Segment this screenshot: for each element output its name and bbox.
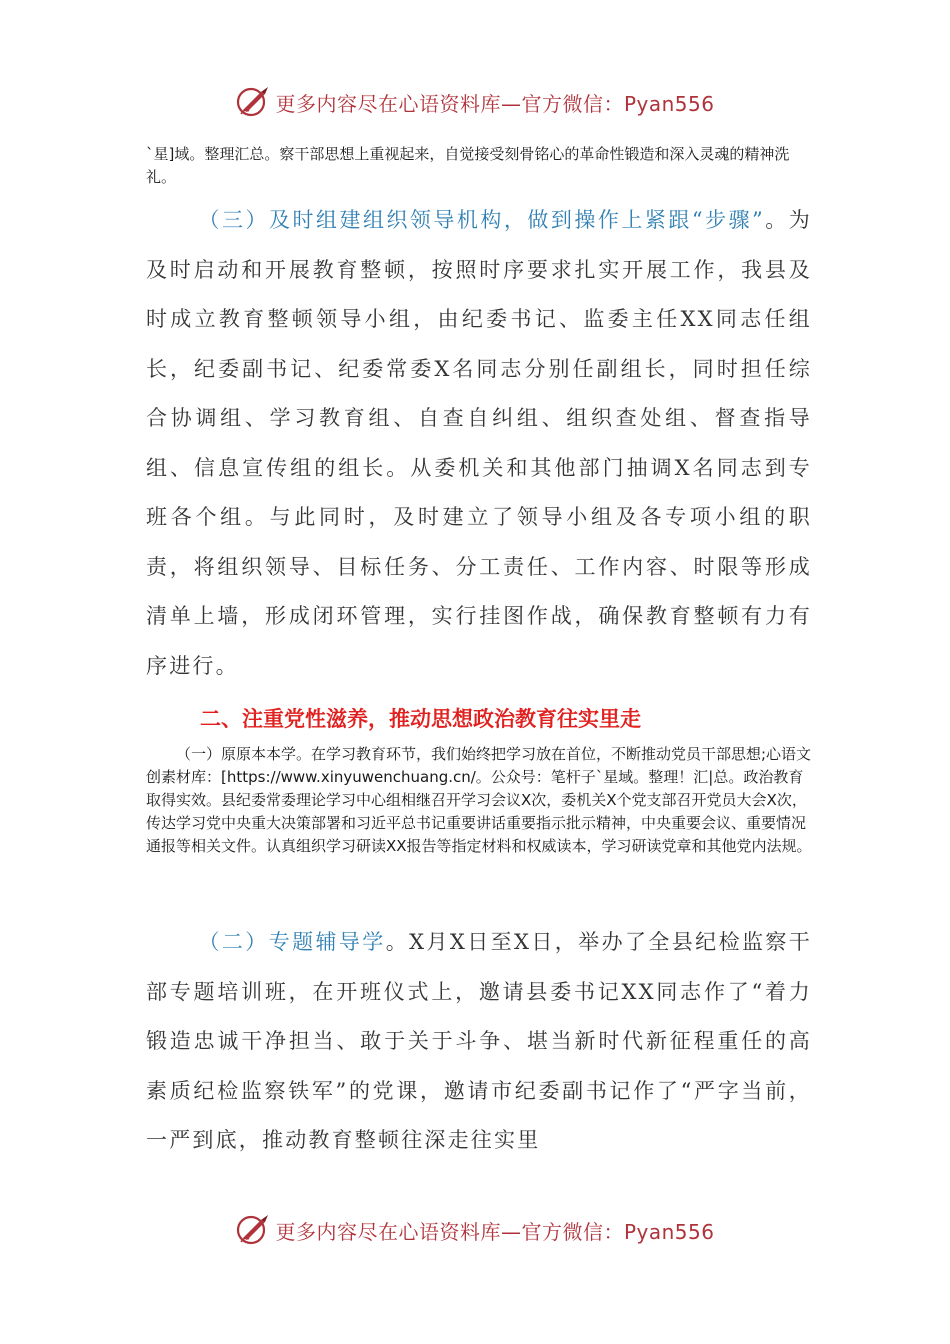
banner-text: 更多内容尽在心语资料库—官方微信：Pyan556 <box>275 1219 715 1244</box>
subsection-2-body: 。X月X日至X日，举办了全县纪检监察干部专题培训班，在开班仪式上，邀请县委书记XX同志作了“着力锻造忠诚干净担当、敢于关于斗争、堪当新时代新征程重任的高素质纪检监察铁军”的党课，邀请市纪委副书记作了“严字当前，一严到底，推动教育整顿往深走往实里 <box>146 930 812 1152</box>
section-3-body: 。为及时启动和开展教育整顿，按照时序要求扎实开展工作，我县及时成立教育整顿领导小组，由纪委书记、监委主任XX同志任组长，纪委副书记、纪委常委X名同志分别任副组长，同时担任综合协调组、学习教育组、自查自纠组、组织查处组、督查指导组、信息宣传组的组长。从委机关和其他部门抽调X名同志到专班各个组。与此同时，及时建立了领导小组及各专项小组的职责，将组织领导、目标任务、分工责任、工作内容、时限等形成清单上墙，形成闭环管理，实行挂图作战，确保教育整顿有力有序进行。 <box>146 208 812 678</box>
header-banner <box>0 82 950 122</box>
subsection-2-block <box>146 918 812 1166</box>
intro-paragraph: `星]域。整理汇总。察干部思想上重视起来，自觉接受刻骨铭心的革命性锻造和深入灵魂的精神洗礼。 <box>146 145 790 186</box>
section-heading-2: 二、注重党性滋养，推动思想政治教育往实里走 <box>200 707 641 731</box>
section-3-block <box>146 196 812 691</box>
intro-block <box>146 143 812 189</box>
heading-2-block <box>146 703 812 733</box>
subsection-2-title: （二）专题辅导学 <box>198 930 386 954</box>
subsection-2-paragraph <box>146 918 812 1166</box>
pen-logo-icon <box>235 84 271 120</box>
subsection-1-block <box>146 743 812 858</box>
subsection-1-paragraph: （一）原原本本学。在学习教育环节，我们始终把学习放在首位，不断推动党员干部思想;心语文创素材库：[https://www.xinyuwenchuang.cn/。公众号：笔杆子`星域。整理！汇|总。政治教育取得实效。县纪委常委理论学习中心组相继召开学习会议X次，委机关X个党支部召开党员大会X次，传达学习党中央重大决策部署和习近平总书记重要讲话重要指示批示精神，中央重要会议、重要情况通报等相关文件。认真组织学习研读XX报告等指定材料和权威读本，学习研读党章和其他党内法规。 <box>146 745 812 855</box>
footer-banner <box>0 1210 950 1250</box>
section-3-title: （三）及时组建组织领导机构，做到操作上紧跟“步骤” <box>198 208 765 232</box>
pen-logo-icon <box>235 1212 271 1248</box>
banner-text: 更多内容尽在心语资料库—官方微信：Pyan556 <box>275 91 715 116</box>
section-3-paragraph <box>146 196 812 691</box>
